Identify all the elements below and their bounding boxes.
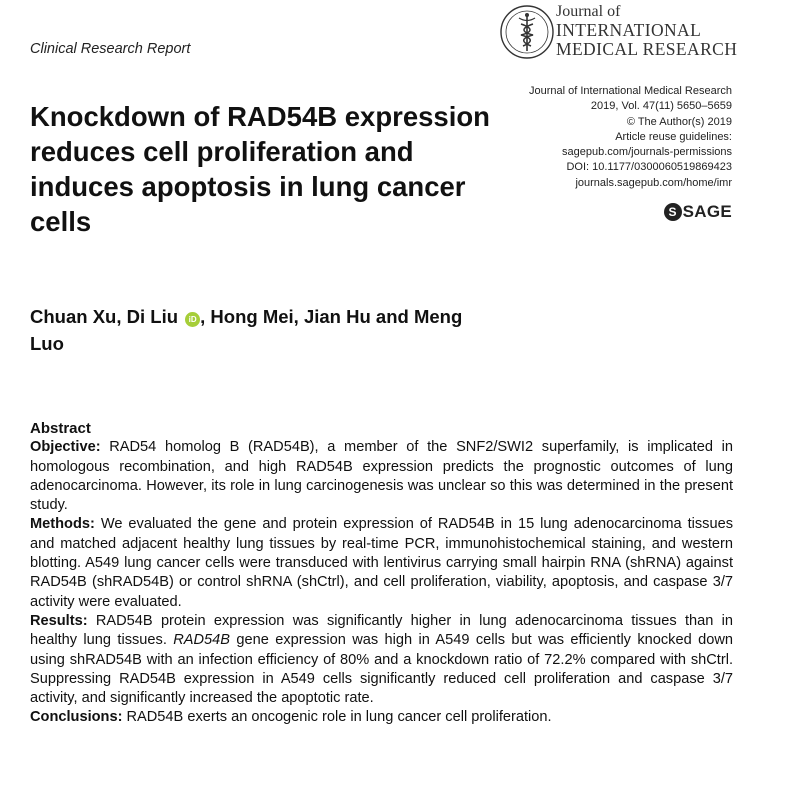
meta-copyright: © The Author(s) 2019 (626, 115, 732, 128)
meta-reuse-label: Article reuse guidelines: (615, 130, 732, 143)
logo-text-line2: INTERNATIONAL (556, 20, 702, 40)
author-list (30, 303, 500, 357)
results-gene: RAD54B (173, 632, 231, 649)
abstract-conclusions (30, 708, 733, 727)
meta-reuse-link[interactable]: sagepub.com/journals-permissions (562, 146, 732, 159)
methods-text: We evaluated the gene and protein expression of RAD54B in 15 lung adenocarcinoma tissues and matched adjacent healthy lung tissues by real-time PCR, immunohistochemical staining, and western blotting. A549 lung cancer cells were transduced with lentivirus carrying small hairpin RNA (shRNA) against RAD54B (shRAD54B) or control shRNA (shCtrl), and cell proliferation, viability, apoptosis, and caspase 3/7 activity were evaluated. (30, 516, 733, 610)
abstract (30, 419, 733, 728)
report-type: Clinical Research Report (30, 41, 191, 57)
conclusions-text: RAD54B exerts an oncogenic role in lung cancer cell proliferation. (126, 709, 552, 726)
conclusions-label: Conclusions: (30, 709, 123, 726)
objective-text: RAD54 homolog B (RAD54B), a member of the SNF2/SWI2 superfamily, is implicated in homologous recombination, and high RAD54B expression predicts the prognostic outcomes of lung adenocarcinoma. However, its role in lung carcinogenesis was unclear so this was determined in the present study. (30, 439, 733, 514)
abstract-objective (30, 438, 733, 515)
sage-s-icon: S (664, 203, 682, 221)
meta-doi[interactable]: DOI: 10.1177/0300060519869423 (566, 161, 732, 174)
abstract-heading: Abstract (30, 420, 91, 437)
abstract-methods (30, 515, 733, 611)
meta-home-link[interactable]: journals.sagepub.com/home/imr (575, 176, 732, 189)
author-text-rest: , Hong Mei, Jian Hu and Meng Luo (30, 306, 463, 354)
objective-label: Objective: (30, 439, 101, 456)
orcid-icon[interactable]: iD (185, 312, 200, 327)
meta-volume: 2019, Vol. 47(11) 5650–5659 (590, 100, 732, 113)
sage-text: SAGE (682, 202, 732, 221)
article-meta (529, 84, 732, 191)
abstract-results (30, 612, 733, 708)
results-text-1: RAD54B protein expression was significantly higher in lung adenocarcinoma tissues than in healthy lung tissues. (30, 612, 734, 649)
results-text-2: gene expression was high in A549 cells but was efficiently knocked down using shRAD54B with an infection efficiency of 80% and a knockdown ratio of 72.2% compared with shCtrl. Suppressing RAD54B expression in A549 cells significantly reduced cell proliferation and caspase 3/7 activity, and significantly increased the apoptotic rate. (30, 632, 733, 707)
sage-logo (664, 202, 732, 222)
article-title: Knockdown of RAD54B expression reduces cell proliferation and induces apoptosis in lung cancer cells (30, 101, 490, 237)
author-di-liu[interactable]: Di Liu (126, 306, 179, 327)
meta-journal: Journal of International Medical Research (528, 85, 732, 97)
author-text: Chuan Xu, (30, 306, 127, 327)
caduceus-emblem-icon (499, 4, 555, 60)
journal-logo (499, 2, 739, 62)
logo-text-line3: MEDICAL RESEARCH (556, 39, 738, 59)
logo-text-line1: Journal of (556, 3, 621, 20)
methods-label: Methods: (30, 516, 95, 533)
results-label: Results: (30, 612, 88, 629)
